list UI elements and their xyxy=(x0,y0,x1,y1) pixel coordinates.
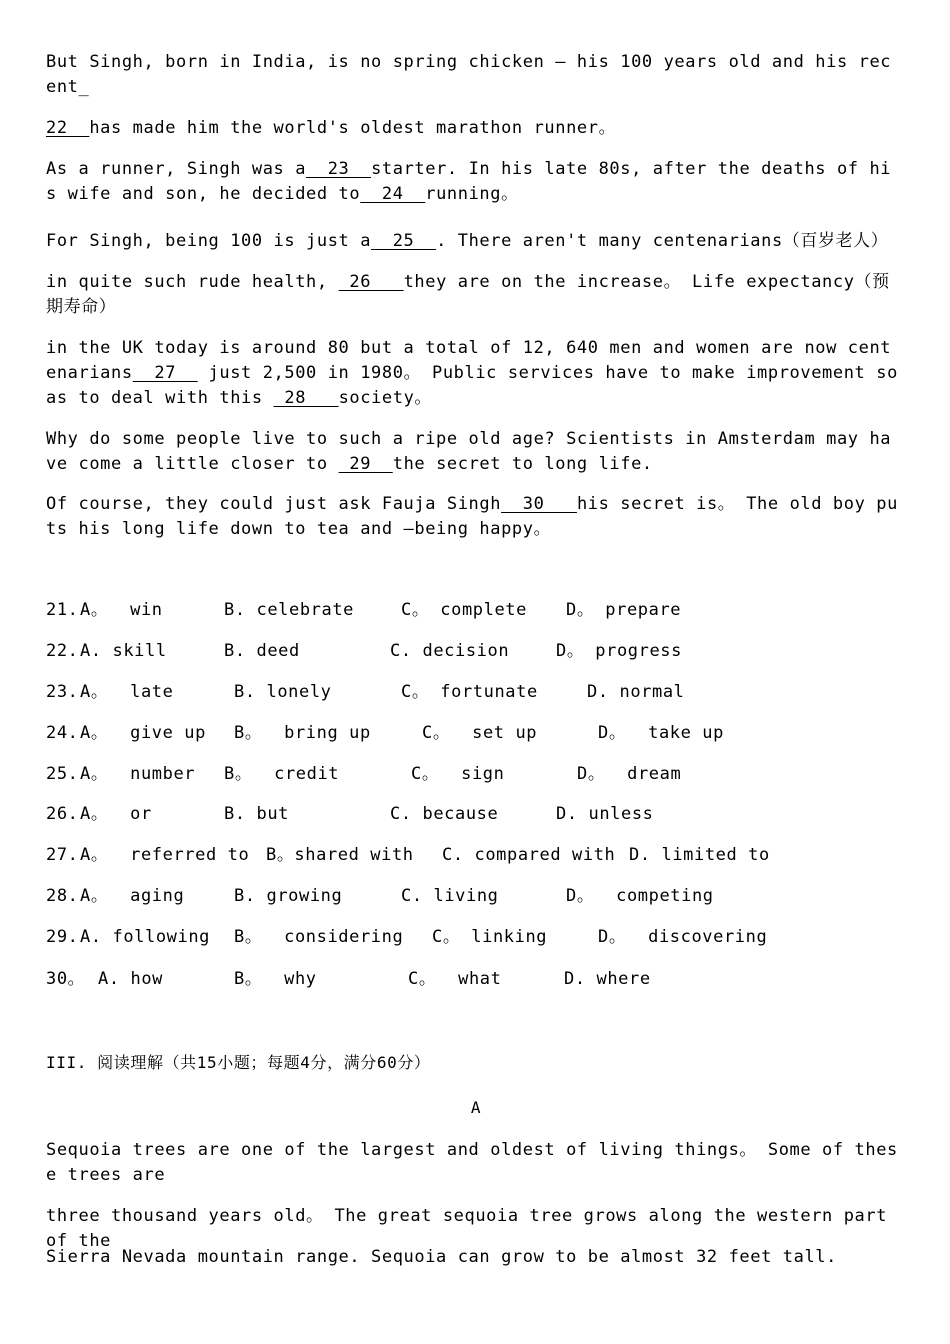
question-row-23 xyxy=(46,680,685,705)
question-number: 24. xyxy=(46,723,79,743)
option-c: C。 fortunate xyxy=(401,682,538,702)
question-row-30 xyxy=(46,967,651,992)
option-c: C. decision xyxy=(390,641,510,661)
option-b: B. growing xyxy=(234,886,343,906)
section-heading: III. 阅读理解（共15小题；每题4分，满分60分） xyxy=(46,1053,431,1072)
option-b: B。 considering xyxy=(234,927,404,947)
blank-27: 27 xyxy=(132,363,198,383)
passage-text: Of course, they could just ask Fauja Singh xyxy=(46,494,502,514)
reading-line-2: three thousand years old。 The great sequoia tree grows along the western part of the xyxy=(46,1206,888,1251)
question-row-21 xyxy=(46,598,682,623)
question-number: 26. xyxy=(46,804,79,824)
option-c: C。 sign xyxy=(411,764,505,784)
passage-text: As a runner, Singh was a xyxy=(46,159,307,179)
option-d: D。 take up xyxy=(598,723,724,743)
passage-text: in the UK today is around 80 but a total of 12, 640 men and women are now centenarians xyxy=(46,338,892,383)
option-a: A。 number xyxy=(80,764,196,784)
passage-text: society。 xyxy=(338,388,433,408)
option-c: C。 linking xyxy=(432,927,548,947)
blank-26: 26 xyxy=(338,272,404,292)
passage-text: running。 xyxy=(425,184,519,204)
question-number: 30。 xyxy=(46,969,86,989)
question-number: 23. xyxy=(46,682,79,702)
question-row-26 xyxy=(46,802,654,827)
question-row-29 xyxy=(46,925,768,950)
passage-text: has made him the world's oldest marathon runner。 xyxy=(89,118,617,138)
passage-text: starter. In his late 80s, after the deaths of his wife and son, he decided to xyxy=(46,159,892,204)
passage-text: But Singh, born in India, is no spring chicken – his 100 years old and his recent_ xyxy=(46,52,892,97)
option-d: D. where xyxy=(564,969,651,989)
option-a: A。 win xyxy=(80,600,163,620)
option-d: D。 progress xyxy=(556,641,682,661)
option-c: C。 what xyxy=(408,969,502,989)
option-a: A. following xyxy=(80,927,211,947)
passage-text: his secret is。 The old boy puts his long life down to tea and —being happy。 xyxy=(46,494,898,539)
option-b: B. lonely xyxy=(234,682,332,702)
reading-line-1: Sequoia trees are one of the largest and oldest of living things。 Some of these trees are xyxy=(46,1140,898,1185)
option-a: A. skill xyxy=(80,641,167,661)
passage-paragraph-2 xyxy=(46,157,898,207)
option-c: C。 set up xyxy=(422,723,538,743)
passage-paragraph-6 xyxy=(46,427,898,477)
question-number: 28. xyxy=(46,886,79,906)
passage-text: the secret to long life. xyxy=(392,454,653,474)
question-row-27 xyxy=(46,843,770,868)
passage-paragraph-7 xyxy=(46,492,898,542)
option-a: A. how xyxy=(98,969,164,989)
option-d: D。 competing xyxy=(566,886,714,906)
passage-text: Why do some people live to such a ripe old age? Scientists in Amsterdam may have come a little closer to xyxy=(46,429,892,474)
option-b: B. but xyxy=(224,804,290,824)
passage-paragraph-1-cont xyxy=(46,116,898,141)
blank-28: 28 xyxy=(273,388,339,408)
question-row-25 xyxy=(46,762,682,787)
passage-paragraph-3 xyxy=(46,229,898,254)
blank-24: 24 xyxy=(360,184,426,204)
blank-30: 30 xyxy=(501,494,577,514)
option-a: A。 referred to xyxy=(80,845,250,865)
question-number: 25. xyxy=(46,764,79,784)
option-d: D。 dream xyxy=(577,764,682,784)
option-d: D. limited to xyxy=(629,845,770,865)
passage-text: in quite such rude health, xyxy=(46,272,339,292)
option-a: A。 give up xyxy=(80,723,206,743)
question-row-28 xyxy=(46,884,714,909)
blank-29: 29 xyxy=(338,454,393,474)
option-a: A。 late xyxy=(80,682,174,702)
question-number: 29. xyxy=(46,927,79,947)
question-number: 27. xyxy=(46,845,79,865)
passage-paragraph-4 xyxy=(46,270,898,320)
passage-text: . There aren't many centenarians（百岁老人） xyxy=(436,231,889,251)
option-b: B。 bring up xyxy=(234,723,371,743)
option-b: B。 why xyxy=(234,969,317,989)
question-number: 21. xyxy=(46,600,79,620)
option-d: D. normal xyxy=(587,682,685,702)
question-row-24 xyxy=(46,721,724,746)
option-b: B。 credit xyxy=(224,764,340,784)
blank-22: 22 xyxy=(46,118,90,138)
passage-text: For Singh, being 100 is just a xyxy=(46,231,372,251)
passage-text: just 2,500 in 1980。 Public services have to make improvement so as to deal with this xyxy=(46,363,898,408)
passage-paragraph-5 xyxy=(46,336,898,411)
blank-25: 25 xyxy=(371,231,437,251)
option-d: D。 discovering xyxy=(598,927,768,947)
blank-23: 23 xyxy=(306,159,372,179)
reading-line-3: Sierra Nevada mountain range. Sequoia can grow to be almost 32 feet tall. xyxy=(46,1247,837,1267)
option-d: D。 prepare xyxy=(566,600,682,620)
option-b: B. celebrate xyxy=(224,600,355,620)
question-number: 22. xyxy=(46,641,79,661)
option-c: C。 complete xyxy=(401,600,527,620)
option-d: D. unless xyxy=(556,804,654,824)
option-b: B。shared with xyxy=(266,845,414,865)
passage-paragraph-1 xyxy=(46,50,898,100)
option-c: C. compared with xyxy=(442,845,616,865)
part-label: A xyxy=(470,1098,482,1117)
passage-text: they are on the increase。 Life expectancy（预期寿命） xyxy=(46,272,890,317)
option-c: C. because xyxy=(390,804,499,824)
option-c: C. living xyxy=(401,886,499,906)
option-a: A。 or xyxy=(80,804,152,824)
option-a: A。 aging xyxy=(80,886,185,906)
question-row-22 xyxy=(46,639,682,664)
option-b: B. deed xyxy=(224,641,300,661)
